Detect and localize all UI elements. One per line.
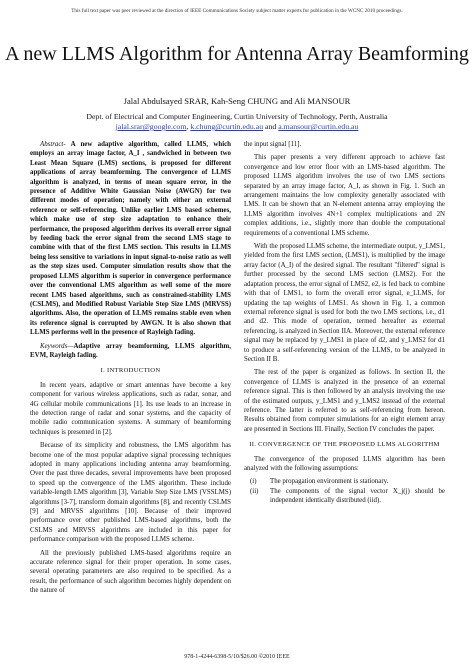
- keywords: [30, 342, 231, 361]
- right-paragraph-3: With the proposed LLMS scheme, the intermediate output, y_LMS1, yielded from the first LMS section, (LMS1), is multiplied by the image array factor (A_I) of the desired signal. The resultant "filtered" signal is further processed by the second LMS section (LMS2). For the adaptation process, the error signal of LMS2, e2, is fed back to combine with that of LMS1, to form the overall error signal, e_LLMS, for updating the tap weights of LMS1. As shown in Fig. 1, a common external reference signal is used for both the two LMS sections, i.e., d1 and d2. This mode of operation, termed hereafter as external referencing, is analyzed in Section IIA. Moreover, the external reference signal may be replaced by y_LMS1 in place of d2, and y_LMS2 for d1 to produce a self-referencing version of the LLMS, to be analyzed in Section II B.: [244, 243, 445, 363]
- intro-paragraph-1: In recent years, adaptive or smart antennas have become a key component for various wireless applications, such as radar, sonar, and 4G cellular mobile communications [1]. Its use leads to an increase in the detection range of radar and sonar systems, and the capacity of mobile radio communication systems. A summary of beamforming techniques is presented in [2].: [30, 381, 231, 436]
- email-separator: ,: [186, 122, 191, 131]
- abstract-text: A new adaptive algorithm, called LLMS, which employs an array image factor, A_I , sandwiched in between two Least Mean Square (LMS) sections, is proposed for different applications of array beamforming. The convergence of LLMS algorithm is analyzed, in terms of mean square error, in the presence of Additive White Gaussian Noise (AWGN) for two different modes of operation; namely with either an external reference or self-referencing. Unlike earlier LMS based schemes, which make use of step size adaptation to enhance their performance, the proposed algorithm derives its overall error signal by feeding back the error signal from the second LMS stage to combine with that of the first LMS section. This results in LLMS being less sensitive to variations in input signal-to-noise ratio as well as the step sizes used. Computer simulation results show that the proposed LLMS algorithm is superior in convergence performance over the conventional LMS algorithm as well some of the more recent LMS based algorithms, such as constrained-stability LMS (CSLMS), and Modified Robust Variable Step Size LMS (MRVSS) algorithms. Also, the operation of LLMS remains stable even when its reference signal is corrupted by AWGN. It is also shown that LLMS performs well in the presence of Rayleigh fading.: [30, 141, 231, 337]
- list-item: [244, 477, 445, 486]
- affiliation-block: [0, 112, 474, 132]
- list-item-text: The propagation environment is stationary.: [270, 478, 389, 486]
- assumptions-list: [244, 477, 445, 505]
- right-column: [244, 140, 445, 510]
- list-item-text: The components of the signal vector X_j(j) should be independent identically distributed (iid).: [270, 487, 445, 505]
- right-paragraph-1: the input signal [11].: [244, 141, 302, 148]
- page-footer: 978-1-4244-6398-5/10/$26.00 ©2010 IEEE: [184, 654, 290, 660]
- convergence-paragraph: The convergence of the proposed LLMS algorithm has been analyzed with the following assumptions:: [244, 455, 445, 472]
- header-note: This full text paper was peer reviewed at the direction of IEEE Communications Society subject matter experts for publication in the WCNC 2010 proceedings.: [71, 8, 403, 14]
- email-link-1[interactable]: jalal.srar@google.com: [115, 122, 187, 131]
- intro-paragraph-2: Because of its simplicity and robustness, the LMS algorithm has become one of the most popular adaptive signal processing techniques adopted in many applications including antenna array beamforming. Over the past three decades, several improvements have been proposed to speed up the convergence of the LMS algorithm. These include variable-length LMS algorithm [3], Variable Step Size LMS (VSSLMS) algorithms [3-7], transform domain algorithms [8], and recently CSLMS [9] and MRVSS algorithms [10]. Because of their improved performance over other published LMS-based algorithms, both the CSLMS and MRVSS algorithms are included in this paper for performance comparison with the proposed LLMS scheme.: [30, 442, 231, 544]
- authors: Jalal Abdulsayed SRAR, Kah-Seng CHUNG and Ali MANSOUR: [123, 96, 351, 106]
- email-separator: and: [263, 122, 279, 131]
- right-paragraph-4: The rest of the paper is organized as follows. In section II, the convergence of LLMS is analyzed in the presence of an external reference signal. This is then followed by an analysis involving the use of the estimated outputs, y_LMS1 and y_LMS2 instead of the external reference. The latter is referred to as self-referencing from hereon. Results obtained from computer simulations for an eight element array are presented in Sections III. Finally, Section IV concludes the paper.: [244, 369, 445, 433]
- list-item-number: (ii): [250, 487, 259, 495]
- list-item-number: (i): [250, 478, 257, 486]
- email-link-3[interactable]: a.mansour@curtin.edu.au: [278, 122, 359, 131]
- intro-paragraph-3: All the previously published LMS-based algorithms require an accurate reference signal for their proper operation. In some cases, several operating parameters are also required to be specified. As a result, the performance of such algorithm becomes highly dependent on the nature of: [30, 549, 231, 595]
- section-heading-convergence: II. CONVERGENCE OF THE PROPOSED LLMS ALGORITHM: [249, 441, 440, 449]
- affiliation: Dept. of Electrical and Computer Engineering, Curtin University of Technology, Perth, Australia: [86, 112, 388, 121]
- right-paragraph-2: This paper presents a very different approach to achieve fast convergence and low error floor with an LMS-based algorithm. The proposed LLMS algorithm involves the use of two LMS sections separated by an array image factor, A_I, as shown in Fig. 1. Such an arrangement maintains the low complexity generally associated with LMS. It can be shown that an N-element antenna array employing the LLMS algorithm involves 4N+1 complex multiplications and 2N complex additions, i.e., slightly more than double the computational requirements of a conventional LMS scheme.: [244, 154, 445, 237]
- abstract-label: Abstract-: [40, 141, 66, 148]
- keywords-text: Adaptive array beamforming, LLMS algorithm, EVM, Rayleigh fading.: [30, 342, 231, 359]
- abstract: [30, 140, 231, 338]
- section-heading-introduction: I. INTRODUCTION: [100, 367, 161, 375]
- email-line: [0, 122, 474, 132]
- paper-title: A new LLMS Algorithm for Antenna Array Beamforming: [5, 43, 469, 65]
- list-item: [244, 487, 445, 506]
- left-column: [30, 140, 231, 600]
- keywords-label: Keywords—: [40, 342, 74, 350]
- email-link-2[interactable]: k.chung@curtin.edu.au: [190, 122, 264, 131]
